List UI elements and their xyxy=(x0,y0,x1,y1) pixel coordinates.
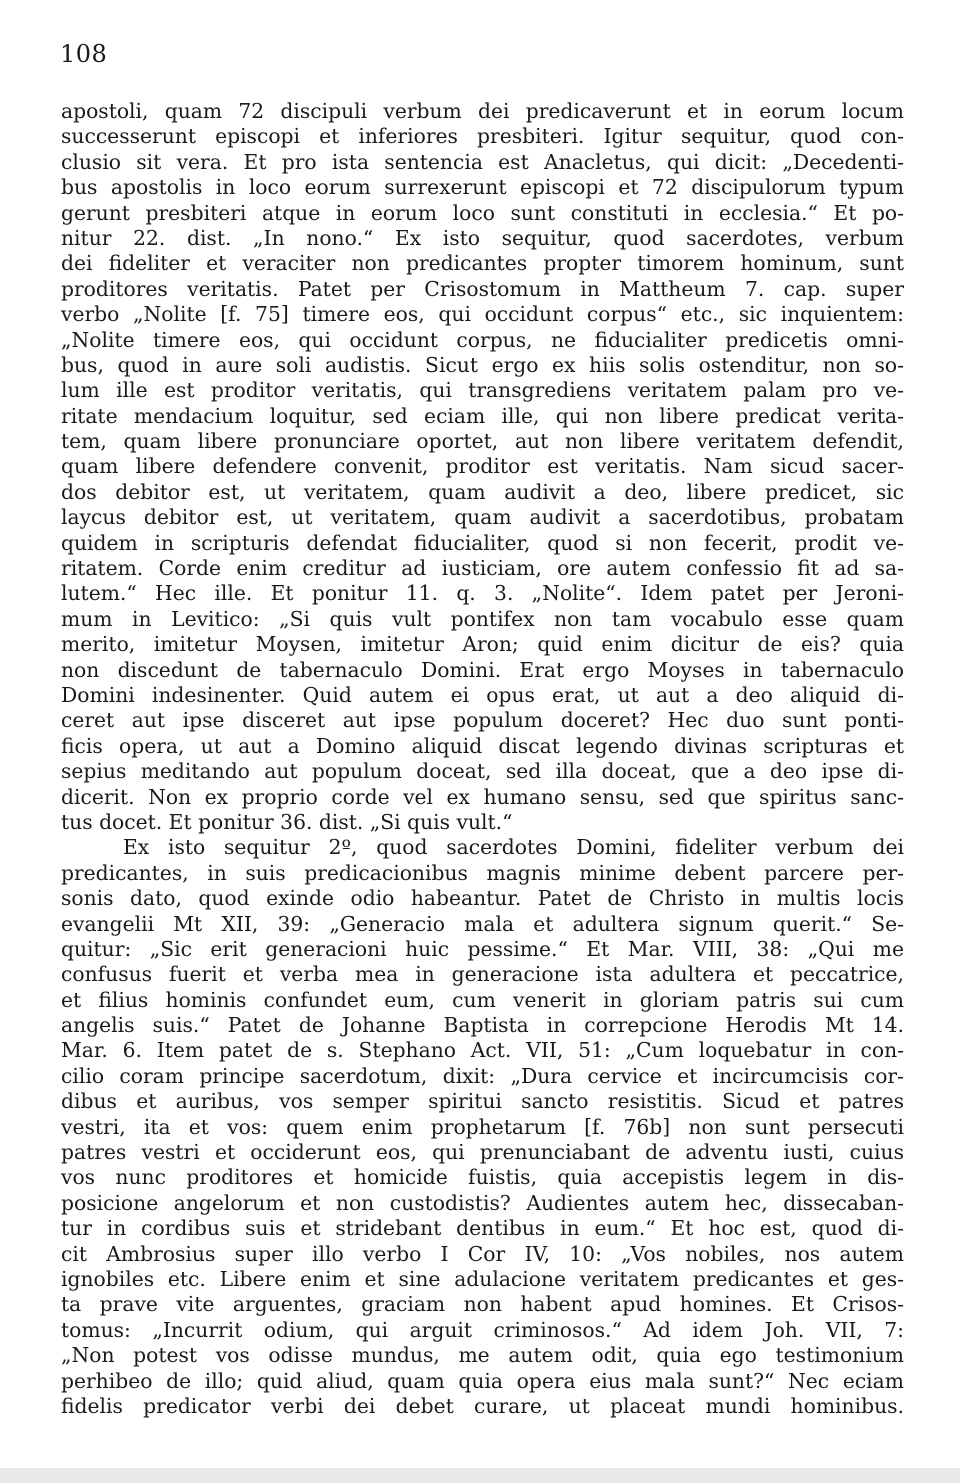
text-line: ritatem. Corde enim creditur ad iusticiam, ore autem confessio fit ad sa- xyxy=(61,556,904,581)
text-line: perhibeo de illo; quid aliud, quam quia opera eius mala sunt?“ Nec eciam xyxy=(61,1368,904,1393)
text-line: dos debitor est, ut veritatem, quam audivit a deo, libere predicet, sic xyxy=(61,479,904,504)
text-line: patres vestri et occiderunt eos, qui prenunciabant de adventu iusti, cuius xyxy=(61,1140,904,1165)
text-line: ficis opera, ut aut a Domino aliquid discat legendo divinas scripturas et xyxy=(61,733,904,758)
text-line: successerunt episcopi et inferiores presbiteri. Igitur sequitur, quod con- xyxy=(61,124,904,149)
text-line: cilio coram principe sacerdotum, dixit: „Dura cervice et incircumcisis cor- xyxy=(61,1063,904,1088)
text-line: sepius meditando aut populum doceat, sed illa doceat, que a deo ipse di- xyxy=(61,759,904,784)
text-line: „Non potest vos odisse mundus, me autem odit, quia ego testimonium xyxy=(61,1343,904,1368)
text-line: proditores veritatis. Patet per Crisostomum in Mattheum 7. cap. super xyxy=(61,276,904,301)
text-line: tem, quam libere pronunciare oportet, aut non libere veritatem defendit, xyxy=(61,429,904,454)
text-line: gerunt presbiteri atque in eorum loco sunt constituti in ecclesia.“ Et po- xyxy=(61,200,904,225)
text-line: apostoli, quam 72 discipuli verbum dei predicaverunt et in eorum locum xyxy=(61,99,904,123)
text-line: predicantes, in suis predicacionibus magnis minime debent parcere per- xyxy=(61,860,904,885)
text-line: quidem in scripturis defendat fiducialiter, quod si non fecerit, prodit ve- xyxy=(61,530,904,555)
text-line: merito, imitetur Moysen, imitetur Aron; quid enim dicitur de eis? quia xyxy=(61,632,904,657)
text-line: lutem.“ Hec ille. Et ponitur 11. q. 3. „Nolite“. Idem patet per Jeroni- xyxy=(61,581,904,606)
text-line: verbo „Nolite [f. 75] timere eos, qui occidunt corpus“ etc., sic inquientem: xyxy=(61,302,904,327)
paragraph-end-line: tus docet. Et ponitur 36. dist. „Si quis vult.“ xyxy=(61,809,513,834)
text-line: dicerit. Non ex proprio corde vel ex humano sensu, sed que spiritus sanc- xyxy=(61,784,904,809)
text-line: angelis suis.“ Patet de Johanne Baptista in correpcione Herodis Mt 14. xyxy=(61,1013,904,1038)
text-line: fidelis predicator verbi dei debet curare, ut placeat mundi hominibus. xyxy=(61,1393,904,1418)
body-text xyxy=(61,99,904,1419)
text-line: quitur: „Sic erit generacioni huic pessime.“ Et Mar. VIII, 38: „Qui me xyxy=(61,936,904,961)
text-line: laycus debitor est, ut veritatem, quam audivit a sacerdotibus, probatam xyxy=(61,505,904,530)
text-line: sonis dato, quod exinde odio habeantur. Patet de Christo in multis locis xyxy=(61,886,904,911)
text-line: et filius hominis confundet eum, cum venerit in gloriam patris sui cum xyxy=(61,987,904,1012)
text-line: vestri, ita et vos: quem enim prophetarum [f. 76b] non sunt persecuti xyxy=(61,1114,904,1139)
text-line: clusio sit vera. Et pro ista sentencia est Anacletus, qui dicit: „Decedenti- xyxy=(61,149,904,174)
page-number: 108 xyxy=(60,40,108,68)
text-line: dei fideliter et veraciter non predicantes propter timorem hominum, sunt xyxy=(61,251,904,276)
paragraph-start-line: Ex isto sequitur 2º, quod sacerdotes Domini, fideliter verbum dei xyxy=(123,835,904,860)
text-line: vos nunc proditores et homicide fuistis, quia accepistis legem in dis- xyxy=(61,1165,904,1190)
text-line: ceret aut ipse disceret aut ipse populum doceret? Hec duo sunt ponti- xyxy=(61,708,904,733)
text-line: confusus fuerit et verba mea in generacione ista adultera et peccatrice, xyxy=(61,962,904,987)
text-line: cit Ambrosius super illo verbo I Cor IV, 10: „Vos nobiles, nos autem xyxy=(61,1241,904,1266)
text-line: nitur 22. dist. „In nono.“ Ex isto sequitur, quod sacerdotes, verbum xyxy=(61,225,904,250)
text-line: ignobiles etc. Libere enim et sine adulacione veritatem predicantes et ges- xyxy=(61,1266,904,1291)
text-line: bus, quod in aure soli audistis. Sicut ergo ex hiis solis ostenditur, non so- xyxy=(61,352,904,377)
text-line: ritate mendacium loquitur, sed eciam ille, qui non libere predicat verita- xyxy=(61,403,904,428)
text-line: bus apostolis in loco eorum surrexerunt episcopi et 72 discipulorum typum xyxy=(61,175,904,200)
text-line: mum in Levitico: „Si quis vult pontifex non tam vocabulo esse quam xyxy=(61,606,904,631)
text-line: non discedunt de tabernaculo Domini. Erat ergo Moyses in tabernaculo xyxy=(61,657,904,682)
text-line: evangelii Mt XII, 39: „Generacio mala et adultera signum querit.“ Se- xyxy=(61,911,904,936)
text-line: tomus: „Incurrit odium, qui arguit criminosos.“ Ad idem Joh. VII, 7: xyxy=(61,1317,904,1342)
text-line: „Nolite timere eos, qui occidunt corpus, ne fiducialiter predicetis omni- xyxy=(61,327,904,352)
text-line: dibus et auribus, vos semper spiritui sancto resistitis. Sicud et patres xyxy=(61,1089,904,1114)
text-line: quam libere defendere convenit, proditor est veritatis. Nam sicud sacer- xyxy=(61,454,904,479)
text-line: tur in cordibus suis et stridebant dentibus in eum.“ Et hoc est, quod di- xyxy=(61,1216,904,1241)
text-line: ta prave vite arguentes, graciam non habent apud homines. Et Crisos- xyxy=(61,1292,904,1317)
scan-bottom-edge xyxy=(0,1468,960,1483)
text-line: posicione angelorum et non custodistis? Audientes autem hec, dissecaban- xyxy=(61,1190,904,1215)
text-line: Domini indesinenter. Quid autem ei opus erat, ut aut a deo aliquid di- xyxy=(61,682,904,707)
text-line: lum ille est proditor veritatis, qui transgrediens veritatem palam pro ve- xyxy=(61,378,904,403)
text-line: Mar. 6. Item patet de s. Stephano Act. VII, 51: „Cum loquebatur in con- xyxy=(61,1038,904,1063)
